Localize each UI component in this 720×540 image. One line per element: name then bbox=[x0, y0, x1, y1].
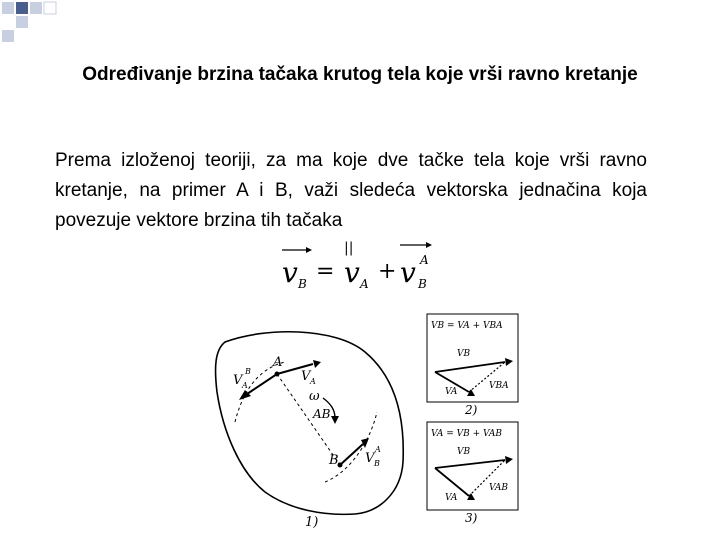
vector-diagram-3 bbox=[425, 420, 520, 526]
vab-sup: B bbox=[245, 367, 251, 376]
formula-va: v bbox=[344, 256, 360, 289]
formula-plus: + bbox=[378, 259, 397, 284]
fig2-vb: VB bbox=[457, 349, 471, 359]
vba-sub: B bbox=[374, 459, 380, 468]
fig3-equation: VA = VB + VAB bbox=[431, 429, 503, 439]
figure3-label: 3) bbox=[465, 511, 478, 525]
slide-body-text: Prema izloženoj teoriji, za ma koje dve tačke tela koje vrši ravno kretanje, na primer A i B, važi sledeća vektorska jednačina koja povezuje vektore brzina tih tačaka bbox=[55, 150, 647, 231]
segment-ab-label: AB bbox=[313, 407, 331, 421]
va-label: V bbox=[301, 369, 311, 384]
va-sub: A bbox=[310, 377, 316, 386]
fig3-vb: VB bbox=[457, 447, 471, 457]
formula-equals: = bbox=[316, 259, 335, 284]
slide-title: Određivanje brzina tačaka krutog tela koje vrši ravno kretanje bbox=[82, 64, 638, 85]
vab-label: V bbox=[233, 373, 243, 388]
vab-sub: A bbox=[242, 381, 248, 390]
fig2-va: VA bbox=[445, 387, 458, 397]
point-b-label: B bbox=[329, 453, 339, 468]
formula-va-sub: A bbox=[360, 277, 369, 291]
formula-vba: v bbox=[400, 256, 416, 289]
parallel-mark: || bbox=[344, 240, 354, 256]
formula-vb: v bbox=[282, 256, 298, 289]
formula-vb-sub: B bbox=[298, 277, 307, 291]
point-a-label: A bbox=[273, 355, 283, 370]
fig3-vab: VAB bbox=[489, 483, 509, 493]
corner-decoration bbox=[0, 0, 60, 48]
fig2-vba: VBA bbox=[489, 381, 509, 391]
fig3-va: VA bbox=[445, 493, 458, 503]
formula-vba-sub: B bbox=[418, 277, 427, 291]
vector-equation bbox=[276, 238, 446, 294]
vba-label: V bbox=[365, 451, 375, 466]
vector-diagram-2 bbox=[425, 312, 520, 418]
rigid-body-figure bbox=[205, 322, 420, 532]
fig2-equation: VB = VA + VBA bbox=[431, 321, 503, 331]
figure2-label: 2) bbox=[465, 403, 478, 417]
vba-sup: A bbox=[375, 445, 381, 454]
formula-vba-sup: A bbox=[420, 253, 429, 267]
omega-label: ω bbox=[309, 389, 320, 404]
figure1-label: 1) bbox=[305, 515, 319, 530]
